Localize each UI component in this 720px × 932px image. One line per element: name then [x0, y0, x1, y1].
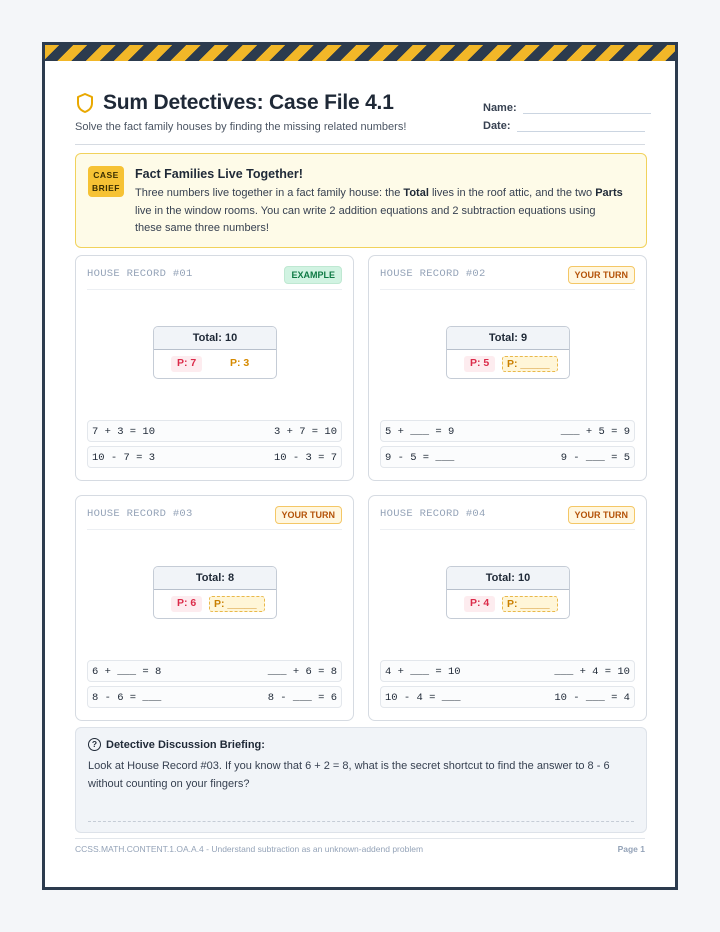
standard-reference: CCSS.MATH.CONTENT.1.OA.A.4 - Understand subtraction as an unknown-addend problem — [75, 844, 424, 854]
equation: 10 - 7 = 3 — [92, 452, 156, 464]
fact-family-house — [446, 326, 570, 379]
discussion-briefing — [75, 727, 647, 833]
date-line[interactable] — [517, 120, 645, 132]
worksheet-page — [42, 42, 678, 890]
brief-bold-total: Total — [403, 187, 429, 199]
house-rooms — [154, 590, 276, 619]
equation[interactable]: ___ + 4 = 10 — [554, 666, 630, 678]
subtraction-equation-row — [87, 446, 342, 468]
name-line[interactable] — [523, 102, 651, 114]
equation[interactable]: 10 - 4 = ___ — [385, 692, 461, 704]
equation[interactable]: 9 - ___ = 5 — [560, 452, 630, 464]
equation[interactable]: 10 - ___ = 4 — [554, 692, 630, 704]
case-brief-badge — [88, 166, 124, 197]
card-header — [380, 496, 635, 530]
equation: 3 + 7 = 10 — [273, 426, 337, 438]
shield-icon — [75, 92, 95, 114]
fact-family-house — [446, 566, 570, 619]
card-header — [380, 256, 635, 290]
discussion-question: Look at House Record #03. If you know that 6 + 2 = 8, what is the secret shortcut to find the answer to 8 - 6 without counting on your fingers? — [88, 760, 610, 790]
brief-text-part: live in the window rooms. You can write 2 addition equations and 2 subtraction equations using these same three numbers! — [135, 204, 596, 234]
subtraction-equation-row[interactable] — [87, 686, 342, 708]
part-one: P: 6 — [171, 596, 202, 612]
page-number: Page 1 — [617, 844, 645, 854]
badge-line-1: CASE — [93, 170, 119, 180]
house-rooms — [447, 350, 569, 379]
brief-text-part: Three numbers live together in a fact family house: the — [135, 187, 404, 199]
your-turn-tag: YOUR TURN — [568, 266, 636, 284]
addition-equation-row[interactable] — [380, 660, 635, 682]
equation[interactable]: 6 + ___ = 8 — [92, 666, 162, 678]
equation[interactable]: 5 + ___ = 9 — [385, 426, 455, 438]
part-one: P: 7 — [171, 356, 202, 372]
name-field[interactable] — [483, 102, 651, 114]
equation[interactable]: ___ + 5 = 9 — [560, 426, 630, 438]
your-turn-tag: YOUR TURN — [275, 506, 343, 524]
date-label: Date: — [483, 120, 511, 132]
hazard-stripe — [45, 45, 675, 61]
equation[interactable]: 8 - ___ = 6 — [267, 692, 337, 704]
addition-equation-row[interactable] — [87, 660, 342, 682]
header-divider — [75, 144, 645, 145]
addition-equation-row[interactable] — [380, 420, 635, 442]
discussion-title: Detective Discussion Briefing: — [106, 738, 265, 751]
discussion-title-row — [88, 738, 265, 751]
part-one: P: 4 — [464, 596, 495, 612]
house-record-label: HOUSE RECORD #04 — [380, 508, 486, 520]
brief-text — [135, 185, 625, 238]
house-rooms — [154, 350, 276, 379]
addition-equation-row — [87, 420, 342, 442]
example-tag: EXAMPLE — [284, 266, 342, 284]
name-label: Name: — [483, 102, 517, 114]
house-record-card — [368, 495, 647, 721]
equation[interactable]: 4 + ___ = 10 — [385, 666, 461, 678]
fact-family-house — [153, 326, 277, 379]
page-subtitle: Solve the fact family houses by finding the missing related numbers! — [75, 121, 407, 133]
house-record-label: HOUSE RECORD #01 — [87, 268, 193, 280]
footer-divider — [75, 838, 645, 839]
house-record-label: HOUSE RECORD #02 — [380, 268, 486, 280]
house-roof-total: Total: 8 — [154, 567, 276, 590]
house-record-card — [75, 255, 354, 481]
answer-line[interactable] — [88, 821, 634, 822]
title-row — [75, 91, 394, 115]
equation: 7 + 3 = 10 — [92, 426, 156, 438]
part-two: P: 3 — [230, 357, 250, 369]
fact-family-house — [153, 566, 277, 619]
question-icon: ? — [88, 738, 101, 751]
house-roof-total: Total: 9 — [447, 327, 569, 350]
house-record-card — [368, 255, 647, 481]
equation[interactable]: 9 - 5 = ___ — [385, 452, 455, 464]
subtraction-equation-row[interactable] — [380, 446, 635, 468]
your-turn-tag: YOUR TURN — [568, 506, 636, 524]
house-roof-total: Total: 10 — [447, 567, 569, 590]
brief-title: Fact Families Live Together! — [135, 167, 303, 181]
case-brief — [75, 153, 647, 248]
equation: 10 - 3 = 7 — [273, 452, 337, 464]
house-rooms — [447, 590, 569, 619]
card-header — [87, 256, 342, 290]
missing-part-blank[interactable]: P: _____ — [502, 596, 558, 612]
brief-text-part: lives in the roof attic, and the two — [428, 187, 596, 199]
missing-part-blank[interactable]: P: _____ — [209, 596, 265, 612]
house-record-label: HOUSE RECORD #03 — [87, 508, 193, 520]
subtraction-equation-row[interactable] — [380, 686, 635, 708]
card-header — [87, 496, 342, 530]
brief-bold-parts: Parts — [595, 187, 623, 199]
missing-part-blank[interactable]: P: _____ — [502, 356, 558, 372]
equation[interactable]: ___ + 6 = 8 — [267, 666, 337, 678]
house-record-card — [75, 495, 354, 721]
date-field[interactable] — [483, 120, 645, 132]
house-roof-total: Total: 10 — [154, 327, 276, 350]
part-one: P: 5 — [464, 356, 495, 372]
equation[interactable]: 8 - 6 = ___ — [92, 692, 162, 704]
badge-line-2: BRIEF — [92, 183, 120, 193]
page-title: Sum Detectives: Case File 4.1 — [103, 91, 394, 114]
